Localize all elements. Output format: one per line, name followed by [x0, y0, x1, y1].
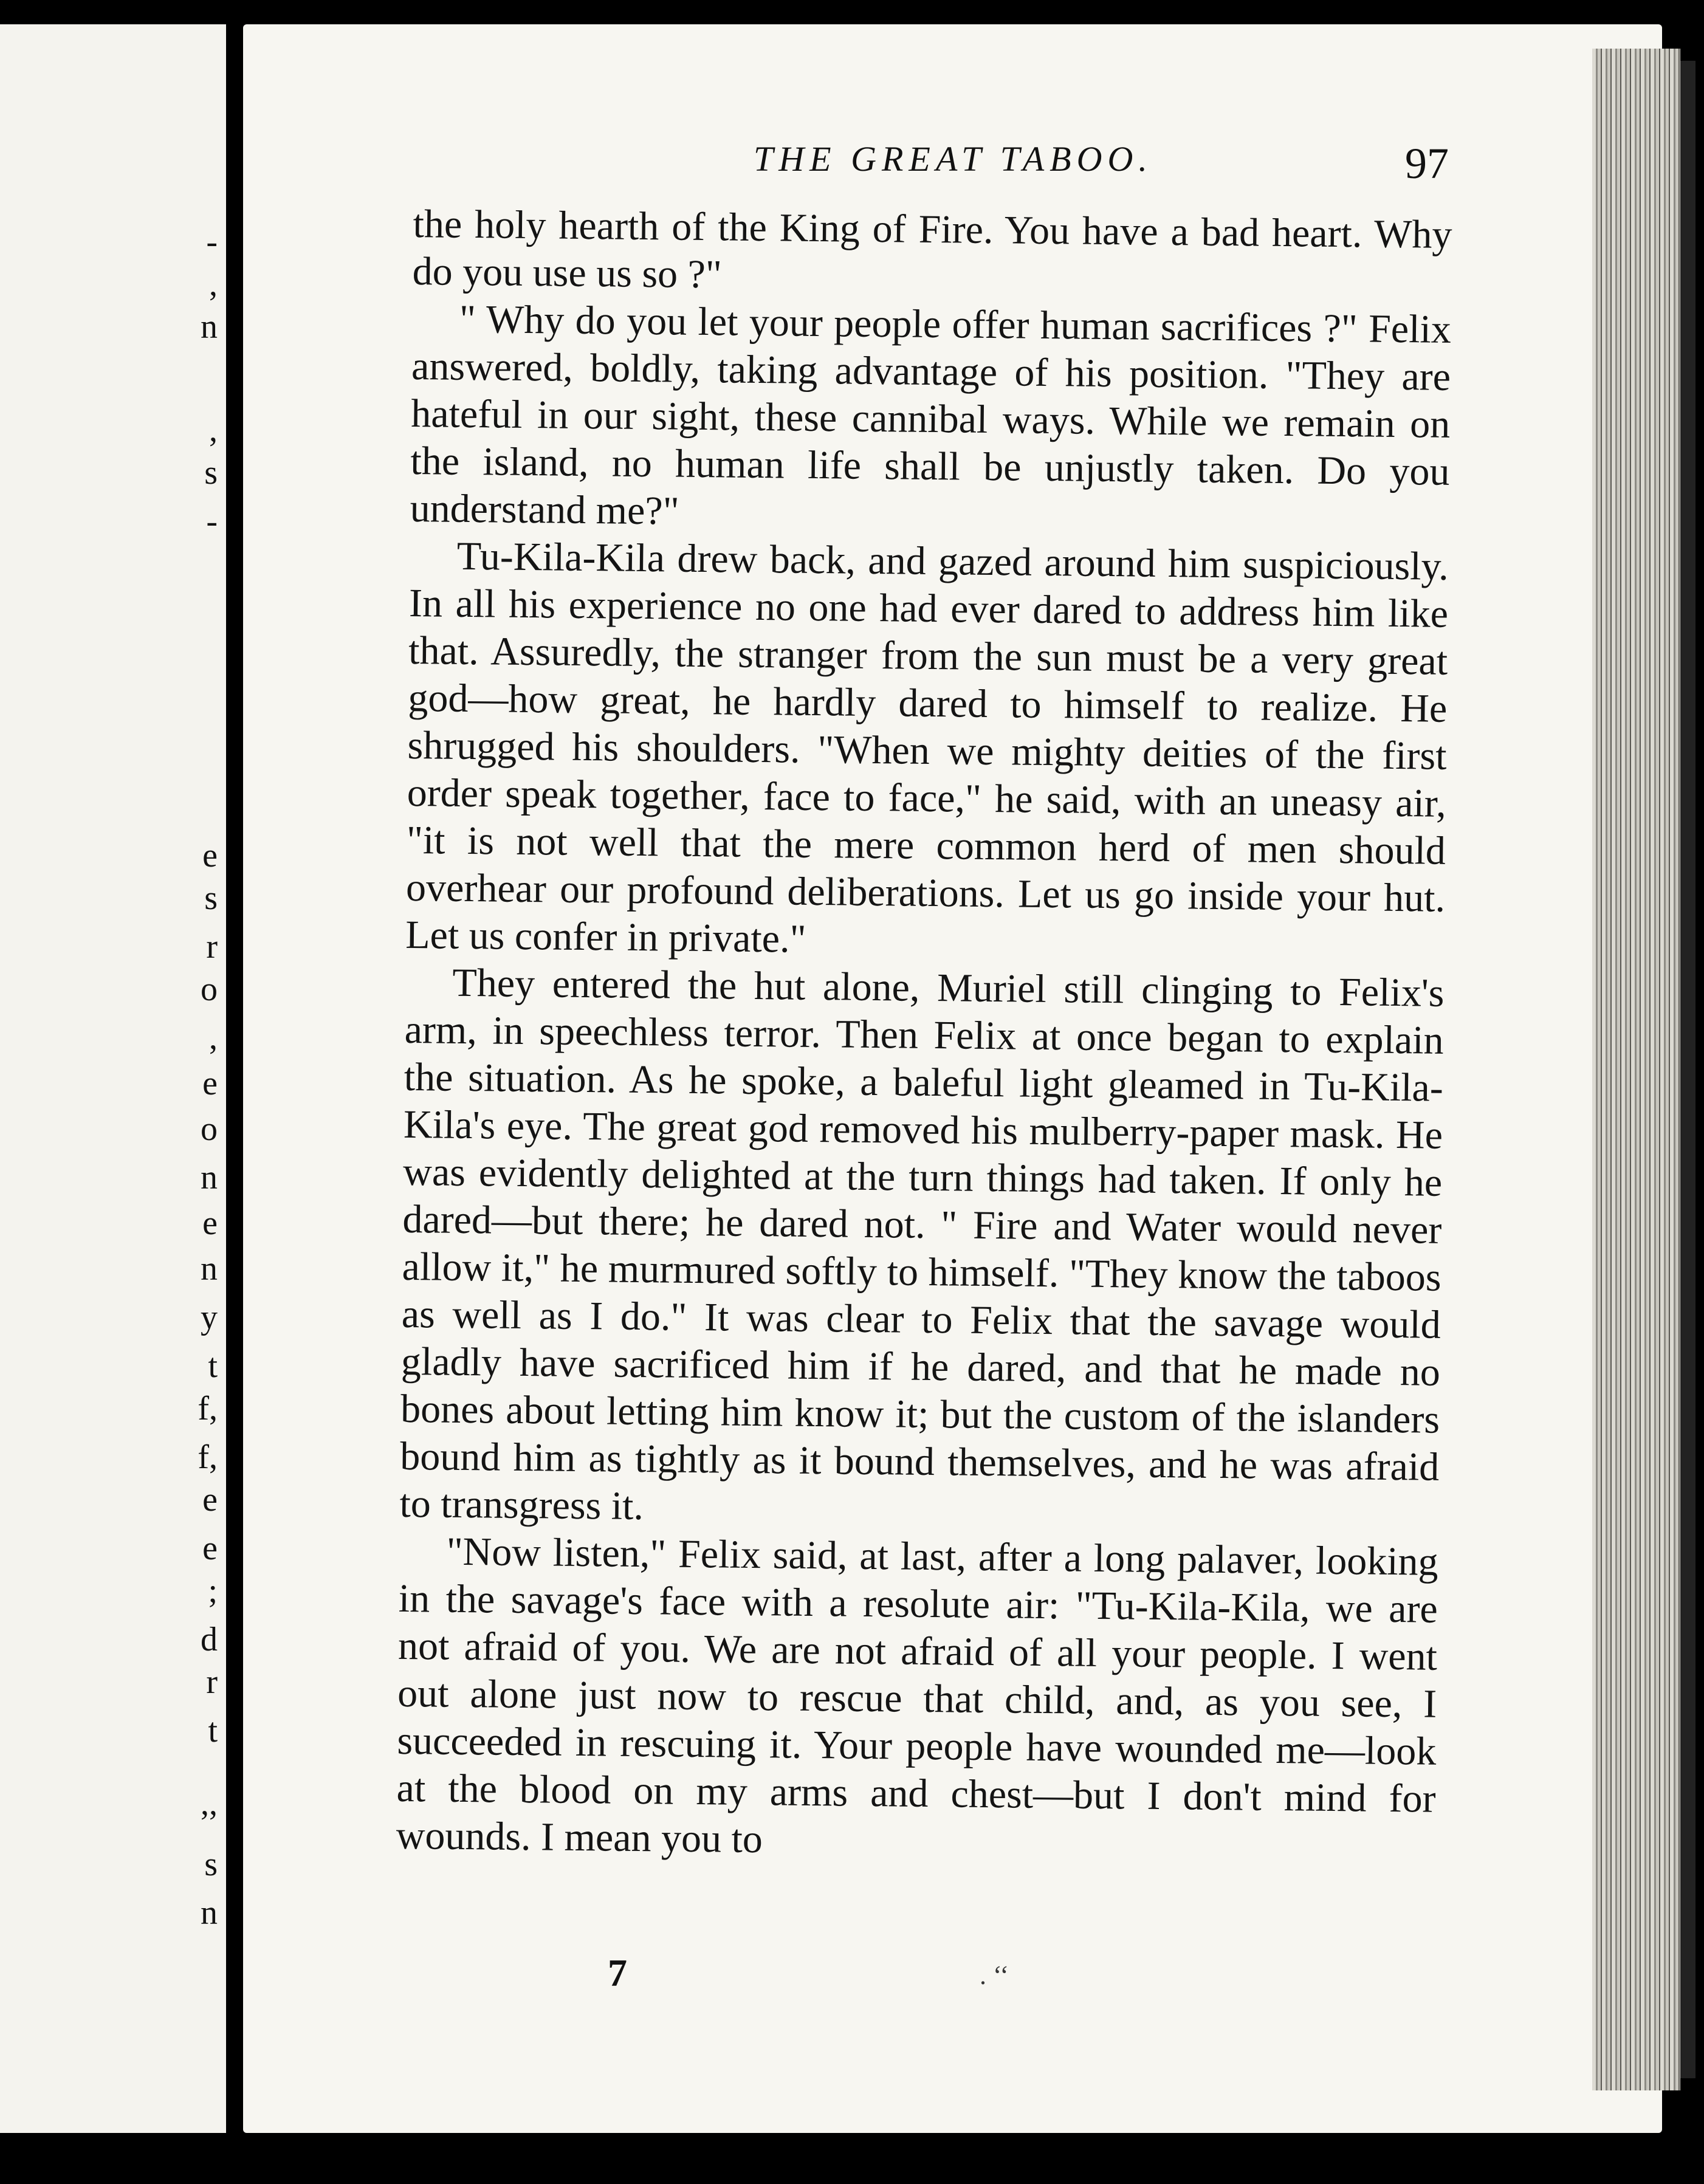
left-page-fragment: t: [208, 1712, 218, 1750]
paragraph: "Now listen," Felix said, at last, after a long palaver, looking in the savage's face with a resolute air: "Tu-Kila-Kila, we are not afraid of you. We are not afraid of all your people. I went out alone just now to rescue that child, and, as you see, I succeeded in rescuing it. Your people have wounded me—look at the blood on my arms and chest—but I don't mind for wounds. I mean you to: [396, 1529, 1439, 1862]
left-page-fragment: e: [202, 1481, 218, 1519]
left-page-fragment: r: [206, 928, 218, 966]
left-page-fragment: t: [208, 1347, 218, 1385]
left-page-fragment: n: [201, 1894, 218, 1932]
left-page-fragment: s: [204, 879, 218, 917]
left-page-fragment: ,,: [201, 1785, 218, 1822]
page-edge-shadow: [1680, 61, 1695, 2078]
left-page-fragment: s: [204, 1846, 218, 1883]
left-page-fragment: d: [201, 1621, 218, 1658]
left-page-fragment: f,: [198, 1390, 218, 1427]
left-page-fragment: ,: [209, 411, 218, 449]
left-page-fragment: s: [204, 454, 218, 492]
left-page-text-fragments: [0, 24, 226, 2133]
left-page-fragment: n: [201, 1159, 218, 1197]
left-page: [0, 24, 228, 2133]
left-page-fragment: n: [201, 1250, 218, 1288]
running-head: THE GREAT TABOO.: [754, 139, 1153, 179]
left-page-fragment: e: [202, 837, 218, 874]
left-page-fragment: y: [201, 1299, 218, 1336]
left-page-fragment: n: [201, 308, 218, 346]
left-page-fragment: e: [202, 1530, 218, 1567]
left-page-fragment: f,: [198, 1438, 218, 1476]
paragraph: " Why do you let your people offer human sacrifices ?" Felix answered, boldly, taking advantage of his position. "They are hateful in our sight, these cannibal ways. While we remain on the island, no human life shall be unjustly taken. Do you understand me?": [410, 297, 1452, 534]
left-page-fragment: -: [206, 503, 218, 540]
left-page-fragment: e: [202, 1065, 218, 1102]
paragraph: They entered the hut alone, Muriel still clinging to Felix's arm, in speechless terror. Then Felix at once began to explain the situation. As he spoke, a baleful light gleamed in Tu-Kila-Kila's eye. The great god removed his mulberry-paper mask. He was evidently delighted at the turn things had taken. If only he dared—but there; he dared not. " Fire and Water would never allow it," he murmured softly to himself. "They know the taboos as well as I do." It was clear to Felix that the savage would gladly have sacrificed him if he dared, and that he made no bones about letting him know it; but the custom of the islanders bound him as tightly as it bound themselves, and he was afraid to transgress it.: [399, 960, 1445, 1529]
left-page-fragment: ,: [209, 1019, 218, 1057]
left-page-fragment: e: [202, 1204, 218, 1242]
book-gutter: [226, 12, 244, 2139]
page-edges: [1592, 49, 1680, 2090]
left-page-fragment: -: [206, 223, 218, 261]
left-page-fragment: ;: [208, 1572, 218, 1610]
page-number: 97: [1405, 139, 1449, 188]
paragraph: the holy hearth of the King of Fire. You have a bad heart. Why do you use us so ?": [412, 201, 1452, 297]
left-page-fragment: r: [206, 1663, 218, 1701]
signature-mark: 7: [608, 1951, 627, 1994]
left-page-fragment: o: [201, 970, 218, 1008]
left-page-fragment: ,: [209, 266, 218, 303]
body-text: [396, 201, 1452, 1870]
stray-print-mark: . ‘‘: [980, 1960, 1009, 1990]
left-page-fragment: o: [201, 1110, 218, 1148]
paragraph: Tu-Kila-Kila drew back, and gazed around him suspiciously. In all his experience no one had ever dared to address him like that. Assuredly, the stranger from the sun must be a very great god—how great, he hardly dared to himself to realize. He shrugged his shoulders. "When we mighty deities of the first order speak together, face to face," he said, with an uneasy air, "it is not well that the mere common herd of men should overhear our profound deliberations. Let us go inside your hut. Let us confer in private.": [405, 534, 1449, 961]
